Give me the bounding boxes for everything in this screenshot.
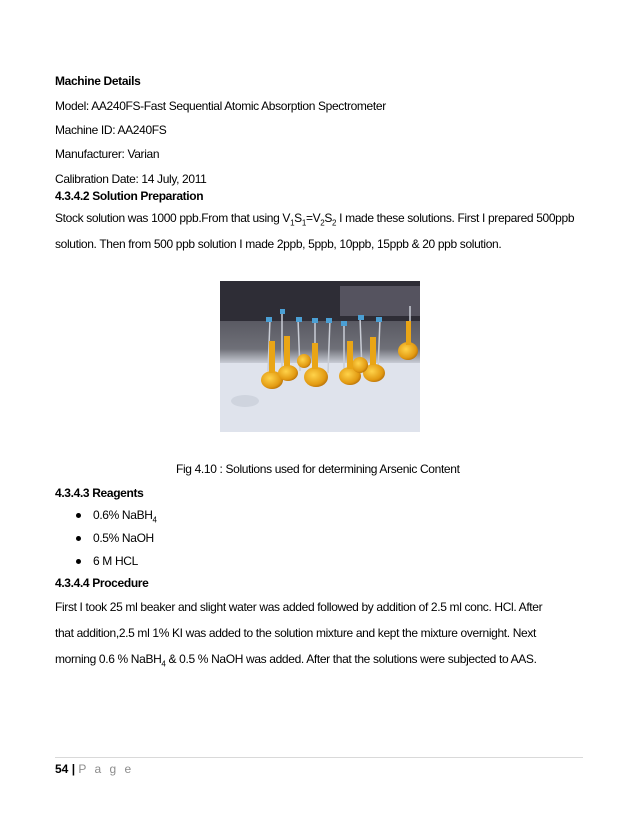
procedure-line1: First I took 25 ml beaker and slight water was added followed by addition of 2.5 ml conc. HCl. After [55,600,543,614]
solution-preparation-paragraph-line1: Stock solution was 1000 ppb.From that using $V_1S_1=V_2S_2$ I made these solutions. First I prepared 500ppb [55,211,575,228]
machine-manufacturer: Manufacturer: Varian [55,147,160,161]
procedure-heading: 4.3.4.4 Procedure [55,576,149,590]
footer-separator: | [68,762,79,776]
procedure-line3: morning 0.6 % NaBH$_4$ & 0.5 % NaOH was added. After that the solutions were subjected to AAS. [55,652,537,669]
solution-preparation-paragraph-line2: solution. Then from 500 ppb solution I made 2ppb, 5ppb, 10ppb, 15ppb & 20 ppb solution. [55,237,502,251]
machine-id: Machine ID: AA240FS [55,123,167,137]
page-label: P a g e [78,762,134,776]
solution-preparation-heading: 4.3.4.2 Solution Preparation [55,189,204,203]
list-item: 6 M HCL [55,554,157,577]
calibration-date: Calibration Date: 14 July, 2011 [55,172,207,186]
page-number: 54 [55,762,69,776]
reagents-heading: 4.3.4.3 Reagents [55,486,144,500]
page-footer [55,762,134,776]
bullet-icon [76,513,81,518]
bullet-icon [76,559,81,564]
list-item: 0.6% NaBH$_4$ [55,508,157,531]
machine-details-heading: Machine Details [55,74,141,88]
footer-divider [55,757,583,758]
bullet-icon [76,536,81,541]
figure-caption: Fig 4.10 : Solutions used for determining Arsenic Content [176,462,460,476]
procedure-line2: that addition,2.5 ml 1% KI was added to the solution mixture and kept the mixture overnight. Next [55,626,537,640]
machine-model: Model: AA240FS-Fast Sequential Atomic Absorption Spectrometer [55,99,386,113]
reagents-list [55,508,157,577]
list-item: 0.5% NaOH [55,531,157,554]
flasks-photo [220,281,420,432]
